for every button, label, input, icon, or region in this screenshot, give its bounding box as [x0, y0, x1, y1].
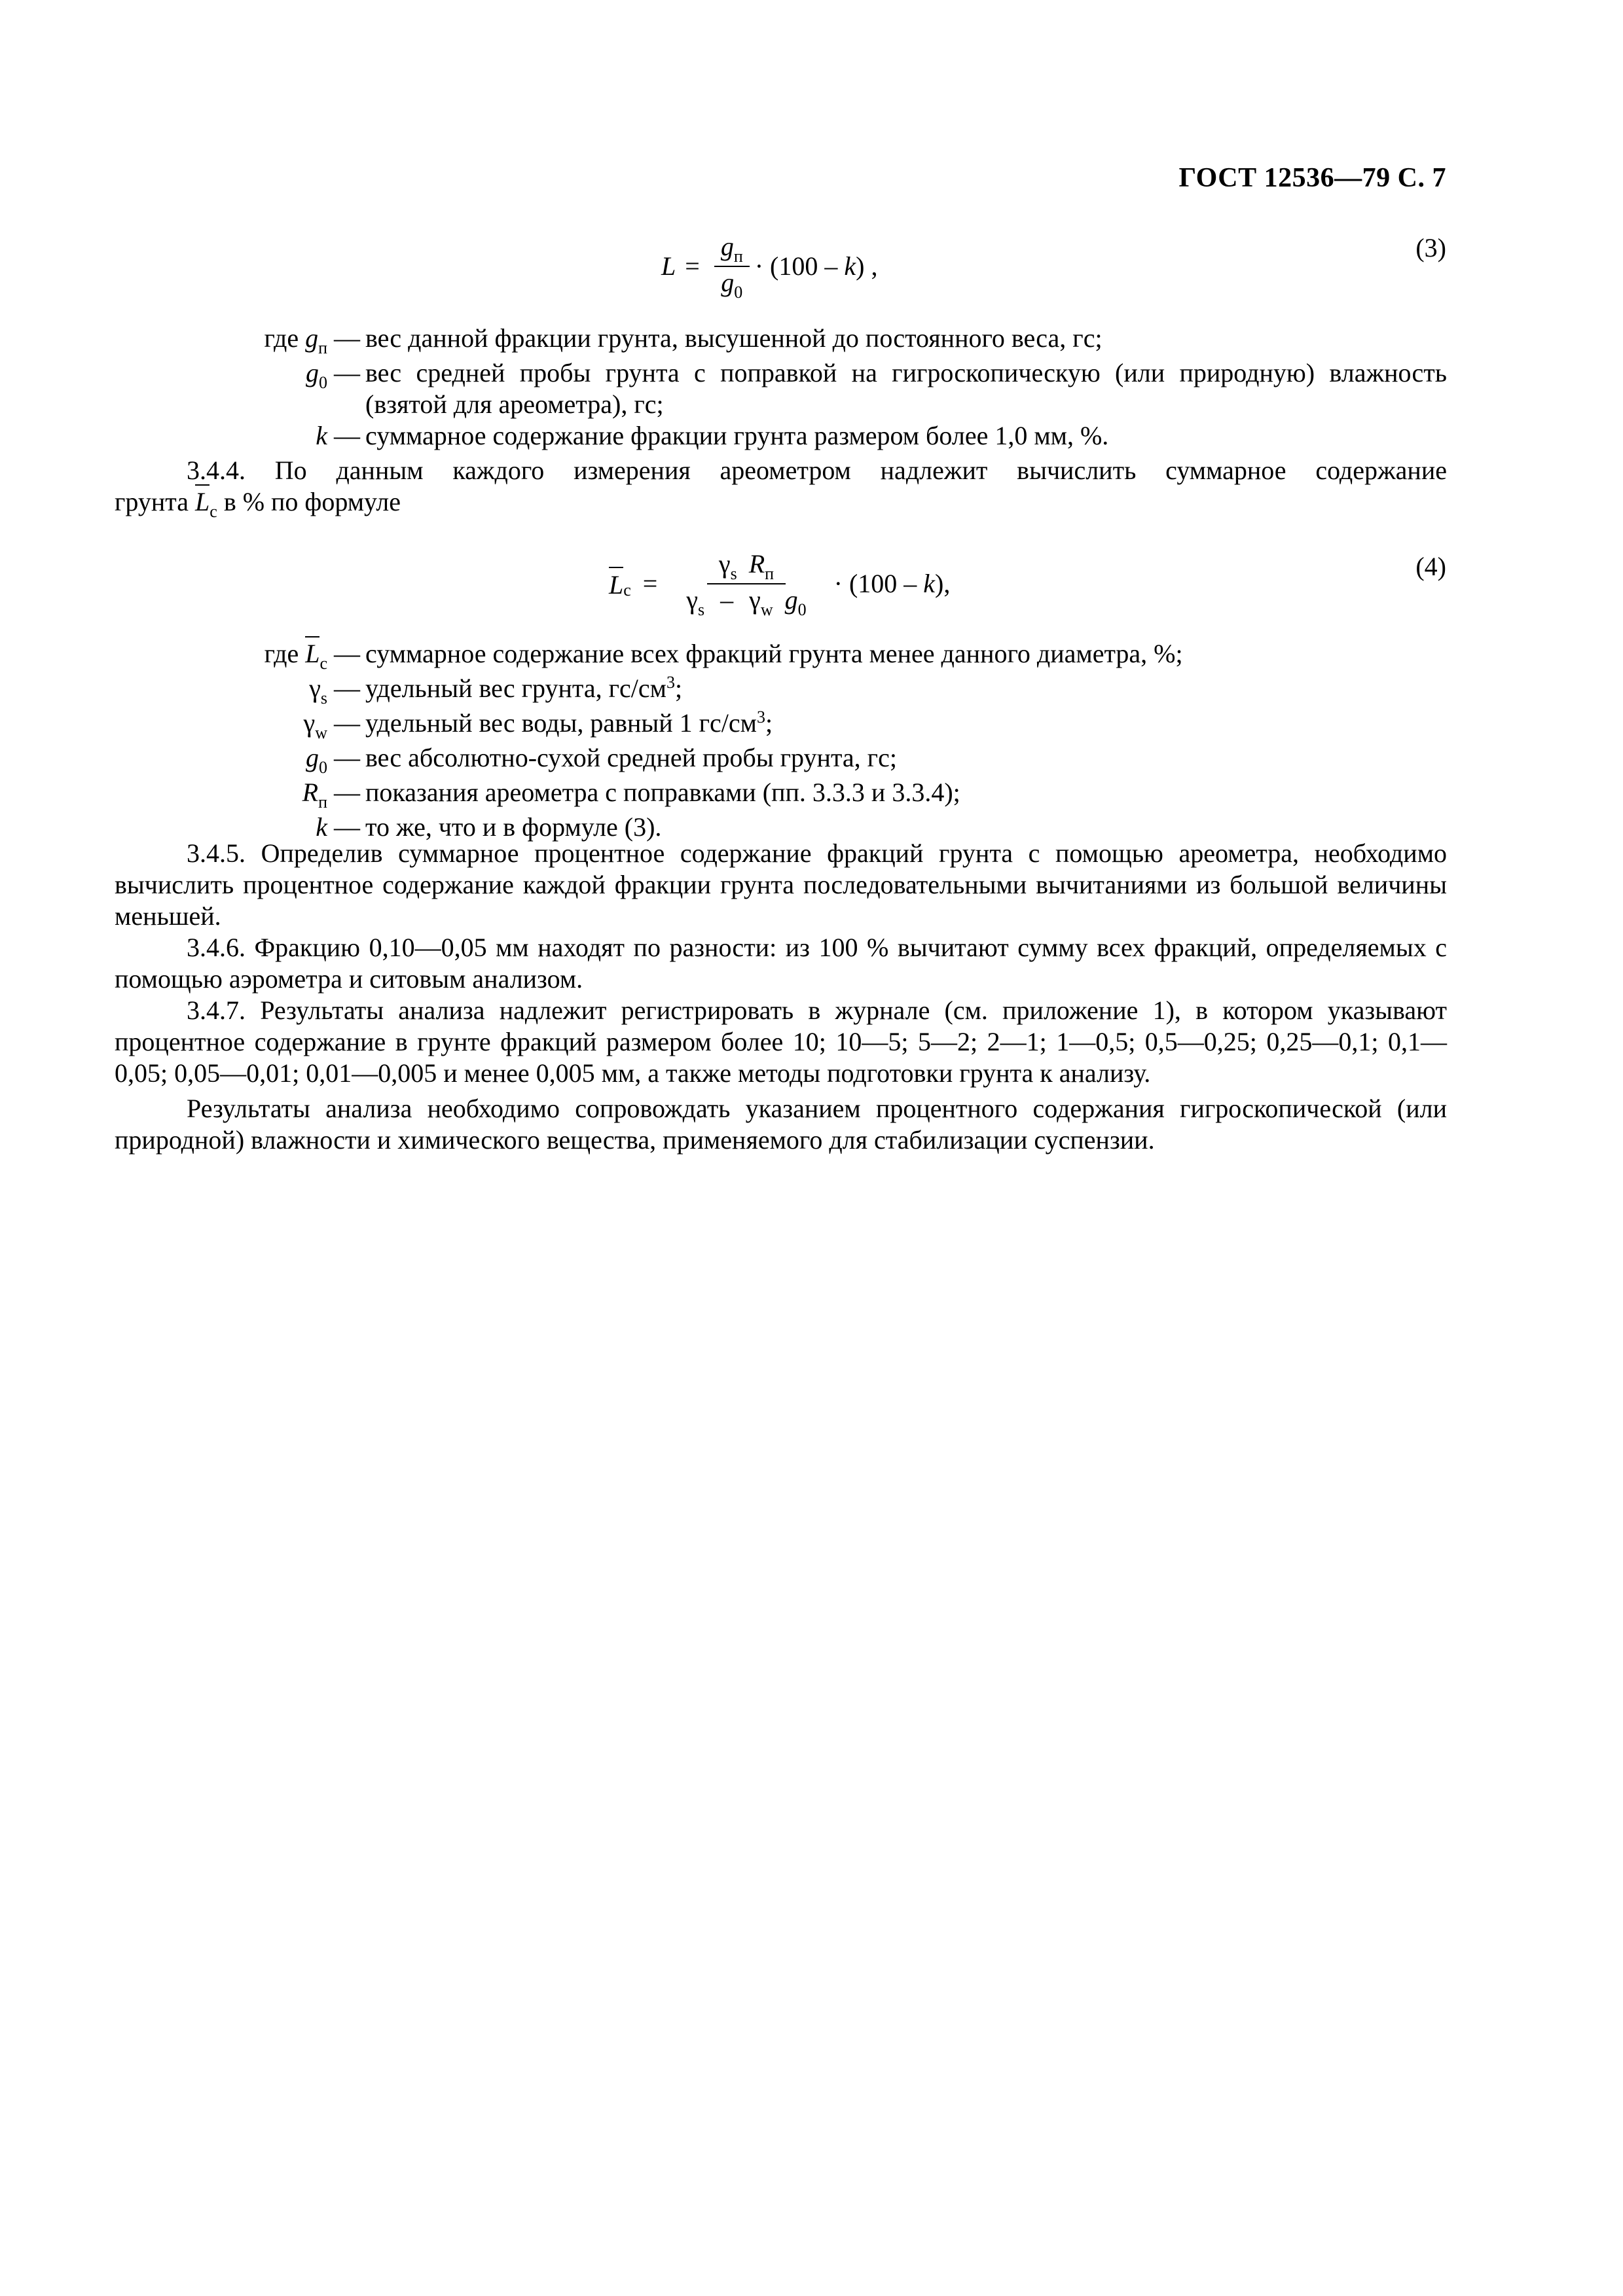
paragraph-results: Результаты анализа необходимо сопровождать указанием процентного содержания гигроскопической (или природной) влажности и химического вещества, применяемого для стабилизации суспензии.	[115, 1094, 1447, 1155]
paragraph-3-4-5: 3.4.5. Определив суммарное процентное содержание фракций грунта с помощью ареометра, необходимо вычислить процентное содержание каждой фракции грунта последовательными вычитаниями из большой величины меньшей.	[115, 838, 1447, 931]
lc-symbol: L	[195, 484, 210, 516]
formula-4-rest: · (100 –	[833, 569, 924, 598]
symbol: g	[305, 323, 319, 353]
paragraph-3-4-4	[115, 455, 1447, 521]
definition-text: вес абсолютно-сухой средней пробы грунта, гс;	[365, 743, 897, 772]
em-dash: —	[327, 673, 360, 703]
symbol: k	[316, 421, 327, 450]
defs3-item	[115, 420, 1447, 452]
defs4-item: $R_п$ — показания ареометра с поправками (пп. 3.3.3 и 3.3.4);	[302, 778, 960, 812]
formula-4: L c = $\frac{\gamma_s R_п}{\gamma_s - \gamma_w g_0}$ · (100 – k ),	[609, 549, 951, 619]
definition-text: удельный вес воды, равный 1 гс/см	[365, 708, 757, 738]
formula-4-number: (4)	[1415, 552, 1446, 581]
definition-text: вес данной фракции грунта, высушенной до постоянного веса, гс;	[365, 323, 1103, 353]
em-dash: —	[327, 358, 360, 387]
defs4-item: $\gamma_s$ — удельный вес грунта, $гс/см^3$;	[309, 673, 683, 708]
formula-3-lhs: L	[661, 251, 676, 281]
formula-3	[661, 232, 877, 300]
page-header: ГОСТ 12536—79 С. 7	[1178, 163, 1446, 193]
paragraph-3-4-4-line2: грунта $L_c$ в % по формуле	[115, 486, 1447, 521]
symbol: g	[306, 743, 319, 772]
defs3-item: где $g_п$ — вес данной фракции грунта, высушенной до постоянного веса, гс;	[264, 323, 1103, 357]
defs4-item: $\gamma_w$ — удельный вес воды, равный 1 $гс/см^3$;	[303, 708, 773, 742]
em-dash: —	[327, 639, 360, 668]
em-dash: —	[327, 812, 360, 842]
definition-text: вес средней пробы грунта с поправкой на гигроскопическую (или природную) влажность (взятой для ареометра), гс;	[365, 358, 1447, 419]
formula-3-den: g	[721, 268, 735, 297]
symbol: g	[306, 358, 319, 387]
em-dash: —	[327, 421, 360, 450]
formula-3-tail: ) ,	[856, 251, 878, 281]
em-dash: —	[327, 708, 360, 738]
symbol: k	[316, 812, 327, 842]
formula-4-equals: =	[642, 569, 658, 598]
em-dash: —	[327, 743, 360, 772]
definition-text: удельный вес грунта, гс/см	[365, 673, 666, 703]
symbol: γ	[303, 708, 316, 738]
body-paragraphs	[115, 838, 1447, 1156]
formula-3-definitions	[115, 323, 1447, 452]
formula-4-definitions	[115, 638, 1447, 843]
formula-3-equals: =	[685, 251, 700, 281]
defs4-item: где $L_c$ — суммарное содержание всех фракций грунта менее данного диаметра, %;	[115, 638, 1447, 673]
formula-4-fraction: $\frac{\gamma_s R_п}{\gamma_s - \gamma_w g_0}$	[686, 549, 807, 619]
formula-4-tail: ),	[935, 569, 951, 598]
formula-3-number: (3)	[1415, 233, 1446, 262]
definition-text: суммарное содержание фракции грунта размером более 1,0 мм, %.	[365, 421, 1109, 450]
definition-text: показания ареометра с поправками (пп. 3.3.3 и 3.3.4);	[365, 778, 960, 807]
paragraph-3-4-7: 3.4.7. Результаты анализа надлежит регистрировать в журнале (см. приложение 1), в котором указывают процентное содержание в грунте фракций размером более 10; 10—5; 5—2; 2—1; 1—0,5; 0,5—0,25; 0,25—0,1; 0,1—0,05; 0,05—0,01; 0,01—0,005 и менее 0,005 мм, а также методы подготовки грунта к анализу.	[115, 996, 1447, 1088]
defs4-item: $g_0$ — вес абсолютно-сухой средней пробы грунта, гс;	[306, 743, 897, 777]
formula-3-num-sub: п	[733, 247, 743, 266]
definition-text: суммарное содержание всех фракций грунта менее данного диаметра, %;	[365, 639, 1183, 668]
symbol: R	[302, 778, 319, 807]
paragraph-3-4-4-line1: 3.4.4. По данным каждого измерения ареометром надлежит вычислить суммарное содержание	[187, 456, 1447, 485]
symbol: γ	[309, 673, 321, 703]
formula-3-fraction	[714, 232, 750, 300]
formula-3-k: k	[844, 251, 856, 281]
defs3-item: $g_0$ — вес средней пробы грунта с поправкой на гигроскопическую (или природную) влажность (взятой для ареометра), гс;	[306, 358, 1447, 419]
formula-3-den-sub: 0	[734, 283, 743, 302]
em-dash: —	[327, 778, 360, 807]
definition-text: то же, что и в формуле (3).	[365, 812, 662, 842]
paragraph-3-4-6: 3.4.6. Фракцию 0,10—0,05 мм находят по разности: из 100 % вычитают сумму всех фракций, определяемых с помощью аэрометра и ситовым анализом.	[115, 933, 1447, 994]
formula-4-lhs: L	[609, 567, 623, 601]
formula-3-rest: · (100 –	[754, 251, 845, 281]
formula-4-k: k	[923, 569, 936, 598]
formula-3-num: g	[720, 232, 734, 261]
em-dash: —	[327, 323, 360, 353]
symbol: L	[305, 636, 319, 668]
